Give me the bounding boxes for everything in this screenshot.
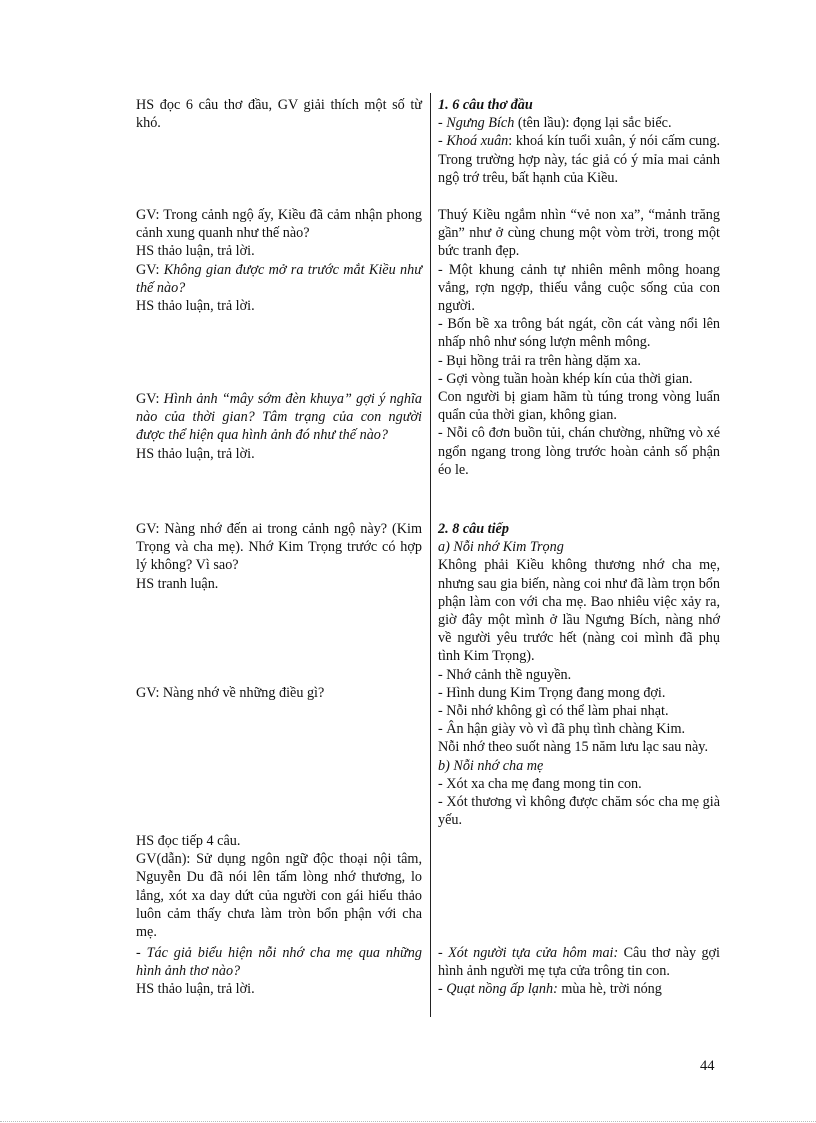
left-text: GV: Trong cảnh ngộ ấy, Kiều đã cảm nhận phong cảnh xung quanh như thế nào? bbox=[136, 207, 422, 242]
definition: : khoá kín tuổi xuân, ý nói cấm cung. Trong trường hợp này, tác giả có ý mỉa mai cảnh ngộ trớ trêu, bất hạnh của Kiều. bbox=[438, 133, 720, 186]
right-block-3 bbox=[438, 520, 720, 829]
term: Xót người tựa cửa hôm mai: bbox=[448, 945, 619, 961]
left-text: HS tranh luận. bbox=[136, 575, 219, 592]
left-row-7 bbox=[136, 944, 422, 999]
left-row-2 bbox=[136, 206, 422, 315]
term: Quạt nồng ấp lạnh: bbox=[446, 981, 558, 998]
right-text: - Bụi hồng trải ra trên hàng dặm xa. bbox=[438, 352, 641, 369]
left-text: HS thảo luận, trả lời. bbox=[136, 981, 255, 998]
left-row-4 bbox=[136, 520, 422, 593]
left-question: - Tác giả biểu hiện nỗi nhớ cha mẹ qua những hình ảnh thơ nào? bbox=[136, 945, 422, 980]
right-text: - Xót xa cha mẹ đang mong tin con. bbox=[438, 775, 642, 792]
right-text: - Nỗi nhớ không gì có thể làm phai nhạt. bbox=[438, 703, 669, 720]
section-heading: 1. 6 câu thơ đầu bbox=[438, 97, 533, 113]
left-row-1 bbox=[136, 96, 422, 132]
right-text: - Ngưng Bích (tên lầu): đọng lại sắc biếc. bbox=[438, 115, 672, 132]
right-text: - Xót người tựa cửa hôm mai: Câu thơ này gợi hình ảnh người mẹ tựa cửa trông tin con. bbox=[438, 945, 720, 980]
definition: (tên lầu): đọng lại sắc biếc. bbox=[514, 115, 672, 132]
section-heading: 2. 8 câu tiếp bbox=[438, 521, 509, 537]
right-text: - Khoá xuân: khoá kín tuổi xuân, ý nói cấm cung. Trong trường hợp này, tác giả có ý mỉa mai cảnh ngộ trớ trêu, bất hạnh của Kiều. bbox=[438, 133, 720, 186]
label: GV: bbox=[136, 261, 164, 278]
question-text: Hình ảnh “mây sớm đèn khuya” gợi ý nghĩa nào của thời gian? Tâm trạng của con người được thể hiện qua hình ảnh đó như thế nào? bbox=[136, 391, 422, 444]
left-row-5 bbox=[136, 684, 422, 702]
left-row-3 bbox=[136, 390, 422, 463]
left-text: GV(dẫn): Sử dụng ngôn ngữ độc thoại nội tâm, Nguyễn Du đã nói lên tấm lòng nhớ thương, lo lắng, xót xa day dứt của người con gái hiếu thảo luôn cảm thấy chưa làm tròn bổn phận với cha mẹ. bbox=[136, 851, 422, 941]
right-text: Nỗi nhớ theo suốt nàng 15 năm lưu lạc sau này. bbox=[438, 739, 708, 756]
right-text: - Bốn bề xa trông bát ngát, cồn cát vàng nổi lên nhấp nhô như sóng lượn mênh mông. bbox=[438, 316, 720, 351]
right-block-4 bbox=[438, 944, 720, 999]
left-question bbox=[136, 390, 422, 445]
right-block-2 bbox=[438, 206, 720, 479]
right-text: - Gợi vòng tuần hoàn khép kín của thời gian. bbox=[438, 370, 693, 387]
right-text: Không phải Kiều không thương nhớ cha mẹ, nhưng sau gia biến, nàng coi như đã làm trọn bổn phận làm con với cha mẹ. Bao nhiêu việc xảy ra, giờ đây một mình ở lầu Ngưng Bích, nàng nhớ về người yêu trước hết (nàng coi mình đã phụ tình Kim Trọng). bbox=[438, 557, 720, 665]
left-text: GV: Nàng nhớ đến ai trong cảnh ngộ này? (Kim Trọng và cha mẹ). Nhớ Kim Trọng trước có hợp lý không? Vì sao? bbox=[136, 521, 422, 574]
label: GV: bbox=[136, 391, 164, 407]
left-text: GV: Nàng nhớ về những điều gì? bbox=[136, 685, 325, 701]
right-text: - Một khung cảnh tự nhiên mênh mông hoang vắng, rợn ngợp, thiếu vắng cuộc sống của con người. bbox=[438, 261, 720, 315]
page-edge bbox=[0, 1121, 816, 1122]
right-block-1 bbox=[438, 96, 720, 187]
left-text: HS thảo luận, trả lời. bbox=[136, 445, 255, 462]
left-text: HS đọc tiếp 4 câu. bbox=[136, 833, 241, 849]
left-text: HS thảo luận, trả lời. bbox=[136, 298, 255, 315]
subsection-heading: b) Nỗi nhớ cha mẹ bbox=[438, 757, 544, 774]
right-text: - Ân hận giày vò vì đã phụ tình chàng Kim. bbox=[438, 721, 686, 738]
left-text: HS đọc 6 câu thơ đầu, GV giải thích một số từ khó. bbox=[136, 97, 422, 132]
right-text: - Quạt nồng ấp lạnh: mùa hè, trời nóng bbox=[438, 981, 662, 998]
left-text: HS thảo luận, trả lời. bbox=[136, 243, 255, 260]
page-number: 44 bbox=[700, 1058, 715, 1074]
term: Khoá xuân bbox=[446, 133, 509, 150]
right-text: - Xót thương vì không được chăm sóc cha mẹ già yếu. bbox=[438, 794, 720, 829]
left-question bbox=[136, 261, 422, 297]
left-row-6 bbox=[136, 832, 422, 941]
subsection-heading: a) Nỗi nhớ Kim Trọng bbox=[438, 539, 564, 556]
right-text: Thuý Kiều ngắm nhìn “vẻ non xa”, “mảnh trăng gần” như ở cùng chung một vòm trời, trong một bức tranh đẹp. bbox=[438, 207, 720, 260]
right-text: - Hình dung Kim Trọng đang mong đợi. bbox=[438, 684, 666, 701]
question-text: Không gian được mở ra trước mắt Kiều như thế nào? bbox=[136, 261, 422, 296]
term: Ngưng Bích bbox=[446, 115, 515, 132]
right-text: - Nhớ cảnh thề nguyền. bbox=[438, 666, 572, 683]
right-text: Con người bị giam hãm tù túng trong vòng luẩn quẩn của thời gian, không gian. bbox=[438, 389, 720, 424]
column-divider bbox=[430, 93, 431, 1017]
definition: mùa hè, trời nóng bbox=[557, 981, 662, 998]
definition: Câu thơ này gợi hình ảnh người mẹ tựa cửa trông tin con. bbox=[438, 945, 720, 980]
right-text: - Nỗi cô đơn buồn tủi, chán chường, những vò xé ngổn ngang trong lòng trước hoàn cảnh số phận éo le. bbox=[438, 425, 720, 478]
